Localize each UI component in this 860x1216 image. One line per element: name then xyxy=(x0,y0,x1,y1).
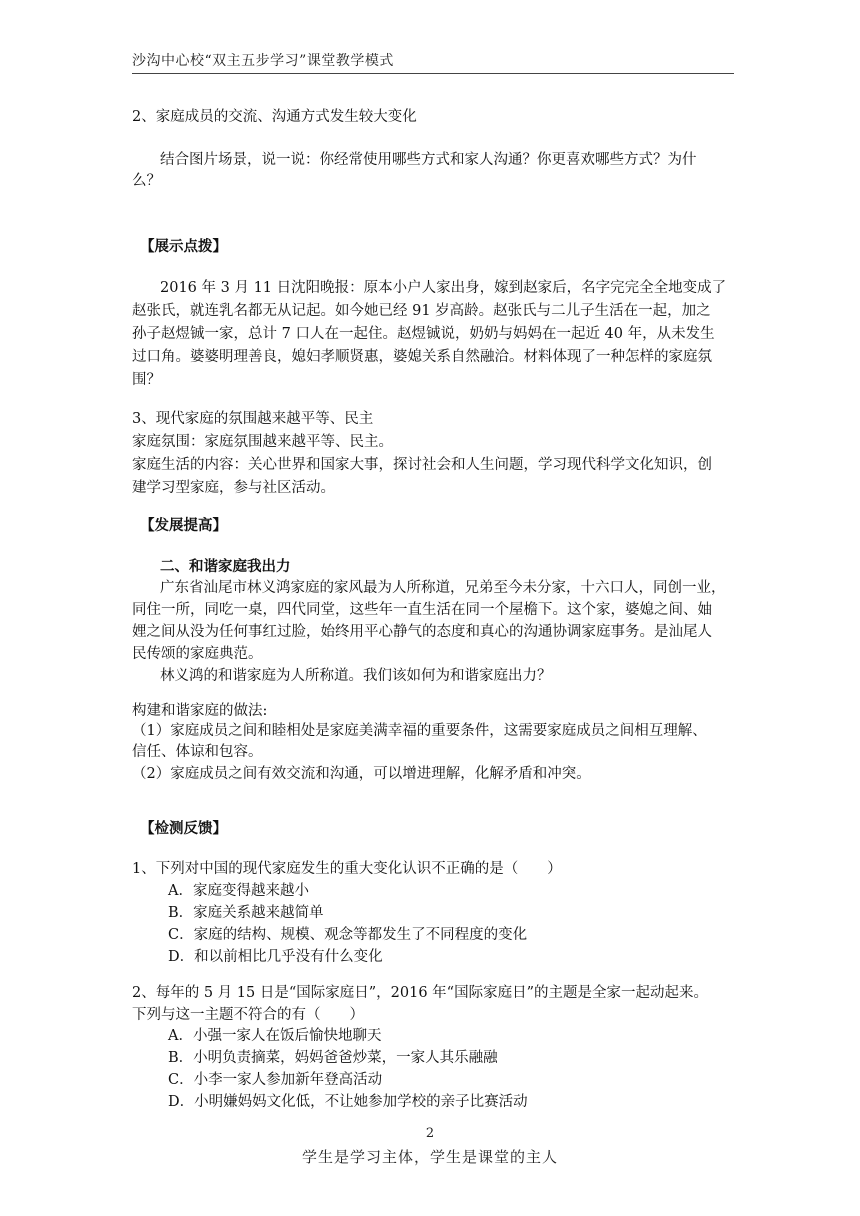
question-2-stem-line1: 2、每年的 5 月 15 日是“国际家庭日”，2016 年“国际家庭日”的主题是全家一起动起来。 xyxy=(132,985,708,1001)
question-1-option: D．和以前相比几乎没有什么变化 xyxy=(168,949,383,965)
method-1-line1: （1）家庭成员之间和睦相处是家庭美满幸福的重要条件，这需要家庭成员之间相互理解、 xyxy=(132,723,707,739)
fazhan-tigao-title: 【发展提高】 xyxy=(140,517,227,534)
question-2-option: B．小明负责摘菜，妈妈爸爸炒菜，一家人其乐融融 xyxy=(168,1050,498,1066)
jiance-fankui-title: 【检测反馈】 xyxy=(140,820,227,837)
question-1-stem: 1、下列对中国的现代家庭发生的重大变化认识不正确的是（ ） xyxy=(132,861,562,877)
family-life-content-line2: 建学习型家庭，参与社区活动。 xyxy=(132,480,335,496)
zhanshi-paragraph-line: 过口角。婆婆明理善良，媳妇孝顺贤惠，婆媳关系自然融洽。材料体现了一种怎样的家庭氛 xyxy=(132,349,712,365)
method-2: （2）家庭成员之间有效交流和沟通，可以增进理解，化解矛盾和冲突。 xyxy=(132,766,591,782)
zhanshi-paragraph-line: 赵张氏，就连乳名都无从记起。如今她已经 91 岁高龄。赵张氏与二儿子生活在一起，加之 xyxy=(132,303,711,319)
discussion-question-line2: 么？ xyxy=(132,173,161,189)
discussion-question-line1: 结合图片场景，说一说：你经常使用哪些方式和家人沟通？你更喜欢哪些方式？为什 xyxy=(160,152,697,168)
method-1-line2: 信任、体谅和包容。 xyxy=(132,744,263,760)
zhanshi-paragraph-line: 孙子赵煜铖一家，总计 7 口人在一起住。赵煜铖说，奶奶与妈妈在一起近 40 年，从未发生 xyxy=(132,326,715,342)
footer-motto: 学生是学习主体，学生是课堂的主人 xyxy=(301,1148,558,1166)
question-2-option: C．小李一家人参加新年登高活动 xyxy=(168,1072,383,1088)
page-header-title: 沙沟中心校“双主五步学习”课堂教学模式 xyxy=(132,53,394,69)
question-1-option: C．家庭的结构、规模、观念等都发生了不同程度的变化 xyxy=(168,927,528,943)
question-1-option: B．家庭关系越来越简单 xyxy=(168,905,324,921)
family-atmosphere-text: 家庭氛围：家庭氛围越来越平等、民主。 xyxy=(132,434,393,450)
question-2-option: D．小明嫌妈妈文化低，不让她参加学校的亲子比赛活动 xyxy=(168,1094,528,1110)
zhanshi-paragraph-line: 围？ xyxy=(132,372,161,388)
zhanshi-paragraph-line: 2016 年 3 月 11 日沈阳晚报：原本小户人家出身，嫁到赵家后，名字完完全全地变成了 xyxy=(160,280,727,296)
method-title: 构建和谐家庭的做法: xyxy=(132,703,268,719)
question-2-stem-line2: 下列与这一主题不符合的有（ ） xyxy=(132,1007,364,1023)
zhanshi-dianbo-title: 【展示点拨】 xyxy=(140,238,227,255)
question-1-option: A．家庭变得越来越小 xyxy=(168,883,309,899)
fazhan-paragraph-line: 民传颂的家庭典范。 xyxy=(132,646,263,662)
header-divider xyxy=(132,73,734,74)
question-2-option: A．小强一家人在饭后愉快地聊天 xyxy=(168,1028,382,1044)
harmonious-family-subtitle: 二、和谐家庭我出力 xyxy=(160,558,291,575)
section3-heading: 3、现代家庭的氛围越来越平等、民主 xyxy=(132,411,374,427)
fazhan-paragraph-line: 广东省汕尾市林义鸿家庭的家风最为人所称道，兄弟至今未分家，十六口人，同创一业， xyxy=(160,580,726,596)
section2-heading: 2、家庭成员的交流、沟通方式发生较大变化 xyxy=(132,109,417,125)
fazhan-paragraph-line: 同住一所，同吃一桌，四代同堂，这些年一直生活在同一个屋檐下。这个家，婆媳之间、妯 xyxy=(132,602,712,618)
family-life-content-line1: 家庭生活的内容：关心世界和国家大事，探讨社会和人生问题，学习现代科学文化知识，创 xyxy=(132,457,712,473)
fazhan-paragraph-line: 娌之间从没为任何事红过脸，始终用平心静气的态度和真心的沟通协调家庭事务。是汕尾人 xyxy=(132,624,712,640)
fazhan-question: 林义鸿的和谐家庭为人所称道。我们该如何为和谐家庭出力？ xyxy=(160,668,552,684)
page-number: 2 xyxy=(425,1126,435,1141)
